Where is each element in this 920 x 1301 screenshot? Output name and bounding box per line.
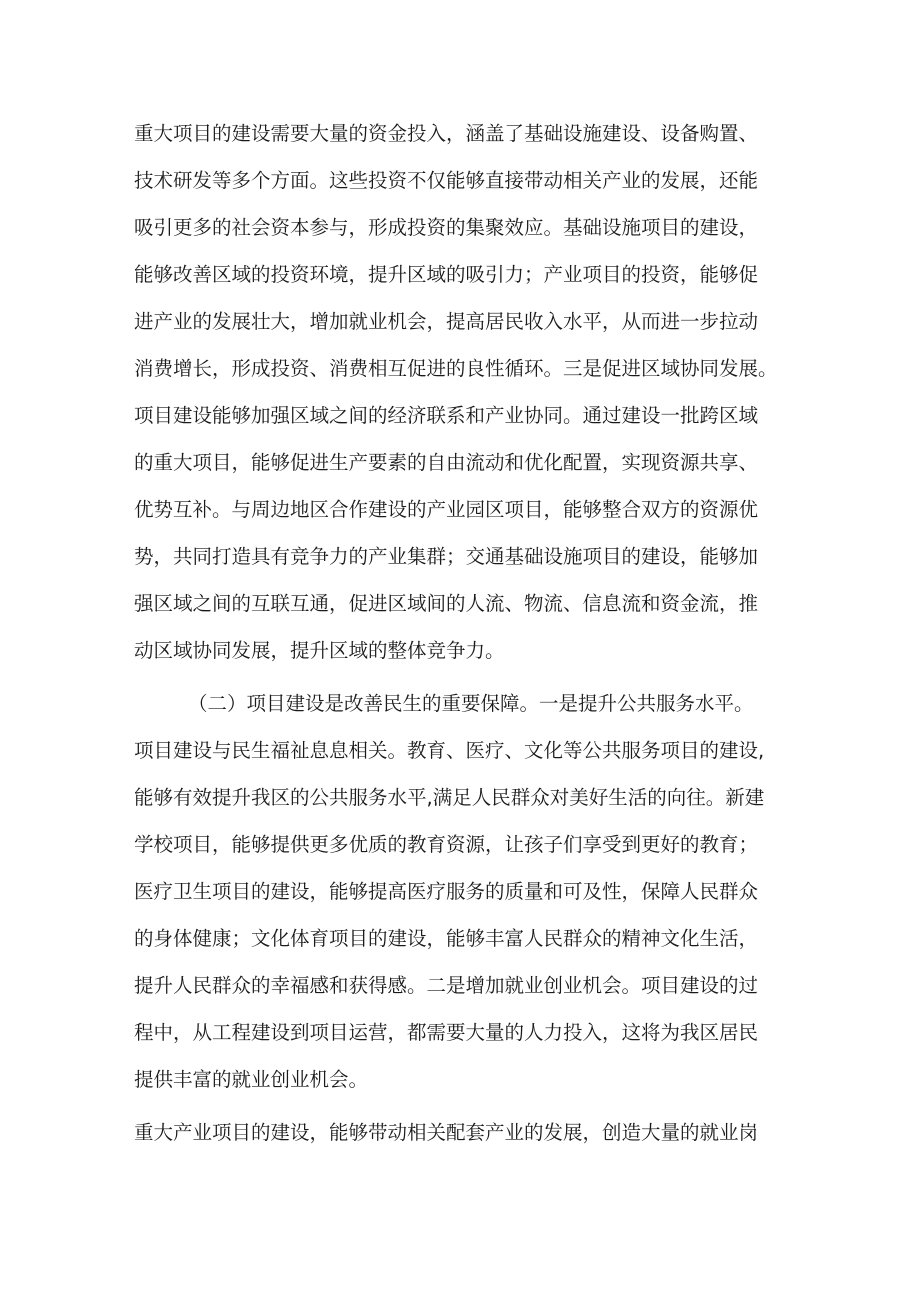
text-line: 吸引更多的社会资本参与，形成投资的集聚效应。基础设施项目的建设，: [134, 216, 759, 239]
text-line: 项目建设与民生福祉息息相关。教育、医疗、文化等公共服务项目的建设,: [134, 739, 765, 762]
text-line: 消费增长，形成投资、消费相互促进的良性循环。三是促进区域协同发展。: [134, 357, 778, 380]
text-line: 提升人民群众的幸福感和获得感。二是增加就业创业机会。项目建设的过: [134, 974, 759, 997]
text-line: 的重大项目，能够促进生产要素的自由流动和优化配置，实现资源共享、: [134, 451, 759, 474]
text-line: 技术研发等多个方面。这些投资不仅能够直接带动相关产业的发展，还能: [134, 169, 759, 192]
text-line: 动区域协同发展，提升区域的整体竞争力。: [134, 639, 505, 662]
text-line: 强区域之间的互联互通，促进区域间的人流、物流、信息流和资金流，推: [134, 592, 759, 615]
text-line: 能够改善区域的投资环境，提升区域的吸引力；产业项目的投资，能够促: [134, 263, 759, 286]
text-line: 能够有效提升我区的公共服务水平,满足人民群众对美好生活的向往。新建: [134, 786, 765, 809]
text-line: 医疗卫生项目的建设，能够提高医疗服务的质量和可及性，保障人民群众: [134, 880, 759, 903]
text-line: 程中，从工程建设到项目运营，都需要大量的人力投入，这将为我区居民: [134, 1021, 759, 1044]
text-line: 势，共同打造具有竞争力的产业集群；交通基础设施项目的建设，能够加: [134, 545, 759, 568]
text-line: 的身体健康；文化体育项目的建设，能够丰富人民群众的精神文化生活，: [134, 927, 759, 950]
text-line: 进产业的发展壮大，增加就业机会，提高居民收入水平，从而进一步拉动: [134, 310, 759, 333]
text-line: 提供丰富的就业创业机会。: [134, 1068, 369, 1091]
section-heading-line: （二）项目建设是改善民生的重要保障。一是提升公共服务水平。: [188, 692, 754, 715]
text-line: 重大产业项目的建设，能够带动相关配套产业的发展，创造大量的就业岗: [134, 1121, 759, 1144]
text-line: 重大项目的建设需要大量的资金投入，涵盖了基础设施建设、设备购置、: [134, 122, 759, 145]
text-line: 优势互补。与周边地区合作建设的产业园区项目，能够整合双方的资源优: [134, 498, 759, 521]
text-line: 项目建设能够加强区域之间的经济联系和产业协同。通过建设一批跨区域: [134, 404, 759, 427]
text-line: 学校项目，能够提供更多优质的教育资源，让孩子们享受到更好的教育；: [134, 833, 759, 856]
